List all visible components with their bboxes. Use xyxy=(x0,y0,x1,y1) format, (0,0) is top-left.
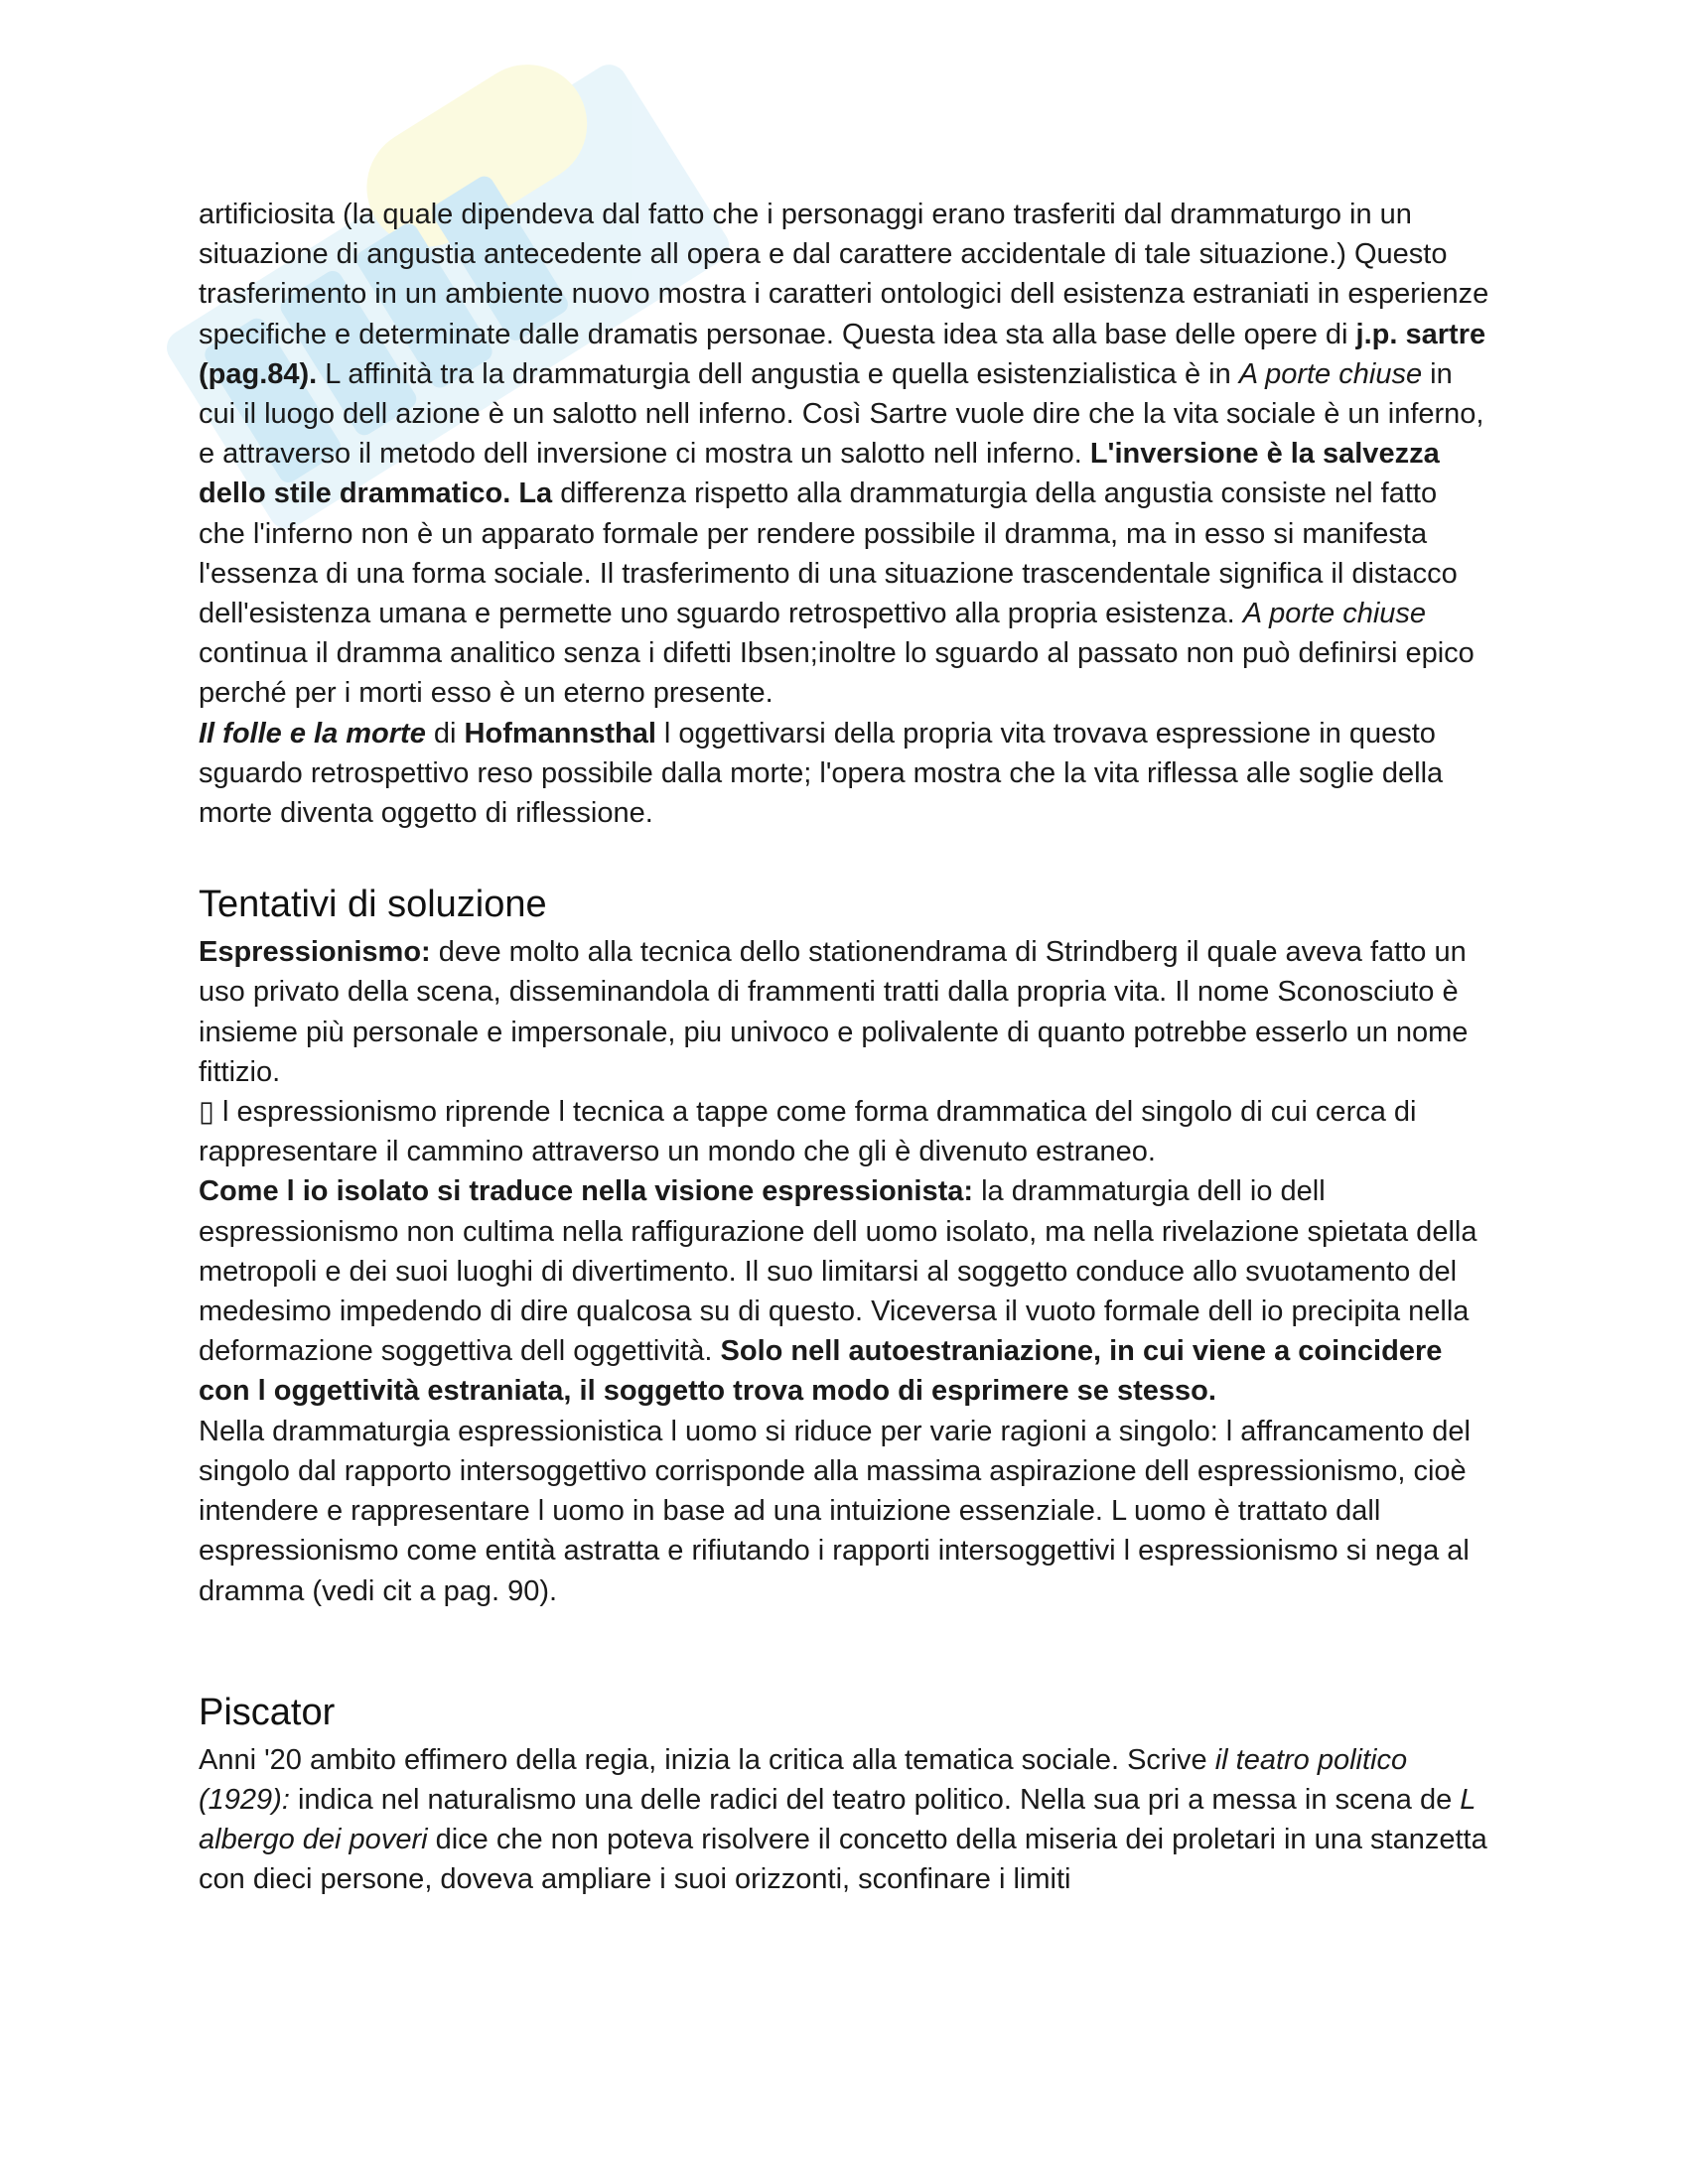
heading-tentativi: Tentativi di soluzione xyxy=(199,884,547,926)
paragraph-tecnica-a-tappe: ▯ l espressionismo riprende l tecnica a tappe come forma drammatica del singolo di cui cerca di rappresentare il cammino attraverso un mondo che gli è divenuto estraneo. xyxy=(199,1096,1417,1168)
heading-piscator: Piscator xyxy=(199,1691,336,1733)
bullet-box-icon: ▯ xyxy=(199,1096,214,1129)
paragraph-espressionismo: Espressionismo: deve molto alla tecnica dello stationendrama di Strindberg il quale aveva fatto un uso privato della scena, disseminandola di frammenti tratti dalla propria vita. Il nome Sconosciuto è insieme più personale e impersonale, piu univoco e polivalente di quanto potrebbe esserlo un nome fittizio. xyxy=(199,936,1469,1088)
paragraph-hofmannsthal: Il folle e la morte di Hofmannsthal l oggettivarsi della propria vita trovava espressione in questo sguardo retrospettivo reso possibile dalla morte; l'opera mostra che la vita riflessa alle soglie della morte diventa oggetto di riflessione. xyxy=(199,717,1444,830)
paragraph-piscator: Anni '20 ambito effimero della regia, inizia la critica alla tematica sociale. Scrive il teatro politico (1929): indica nel naturalismo una delle radici del teatro politico. Nella sua pri a messa in scena de L albergo dei poveri dice che non poteva risolvere il concetto della miseria dei proletari in una stanzetta con dieci persone, doveva ampliare i suoi orizzonti, sconfinare i limiti xyxy=(199,1743,1487,1896)
paragraph-sartre: artificiosita (la quale dipendeva dal fatto che i personaggi erano trasferiti dal drammaturgo in un situazione di angustia antecedente all opera e dal carattere accidentale di tale situazione.) Questo trasferimento in un ambiente nuovo mostra i caratteri ontologici dell esistenza estraniati in esperienze specifiche e determinate dalle dramatis personae. Questa idea sta alla base delle opere di j.p. sartre (pag.84). L affinità tra la drammaturgia dell angustia e quella esistenzialistica è in A porte chiuse in cui il luogo dell azione è un salotto nell inferno. Così Sartre vuole dire che la vita sociale è un inferno, e attraverso il metodo dell inversione ci mostra un salotto nell inferno. L'inversione è la salvezza dello stile drammatico. La differenza rispetto alla drammaturgia della angustia consiste nel fatto che l'inferno non è un apparato formale per rendere possibile il dramma, ma in esso si manifesta l'essenza di una forma sociale. Il trasferimento di una situazione trascendentale significa il distacco dell'esistenza umana e permette uno sguardo retrospettivo alla propria esistenza. A porte chiuse continua il dramma analitico senza i difetti Ibsen;inoltre lo sguardo al passato non può definirsi epico perché per i morti esso è un eterno presente. xyxy=(199,199,1489,710)
paragraph-io-isolato: Come l io isolato si traduce nella visione espressionista: la drammaturgia dell io dell espressionismo non cultima nella raffigurazione dell uomo isolato, ma nella rivelazione spietata della metropoli e dei suoi luoghi di divertimento. Il suo limitarsi al soggetto conduce allo svuotamento del medesimo impedendo di dire qualcosa su di questo. Viceversa il vuoto formale dell io precipita nella deformazione soggettiva dell oggettività. Solo nell autoestraniazione, in cui viene a coincidere con l oggettività estraniata, il soggetto trova modo di esprimere se stesso. xyxy=(199,1175,1477,1408)
paragraph-drammaturgia-espressionistica: Nella drammaturgia espressionistica l uomo si riduce per varie ragioni a singolo: l affrancamento del singolo dal rapporto intersoggettivo corrisponde alla massima aspirazione dell espressionismo, cioè intendere e rappresentare l uomo in base ad una intuizione essenziale. L uomo è trattato dall espressionismo come entità astratta e rifiutando i rapporti intersoggettivi l espressionismo si nega al dramma (vedi cit a pag. 90). xyxy=(199,1415,1471,1607)
document-page xyxy=(199,195,1489,1900)
